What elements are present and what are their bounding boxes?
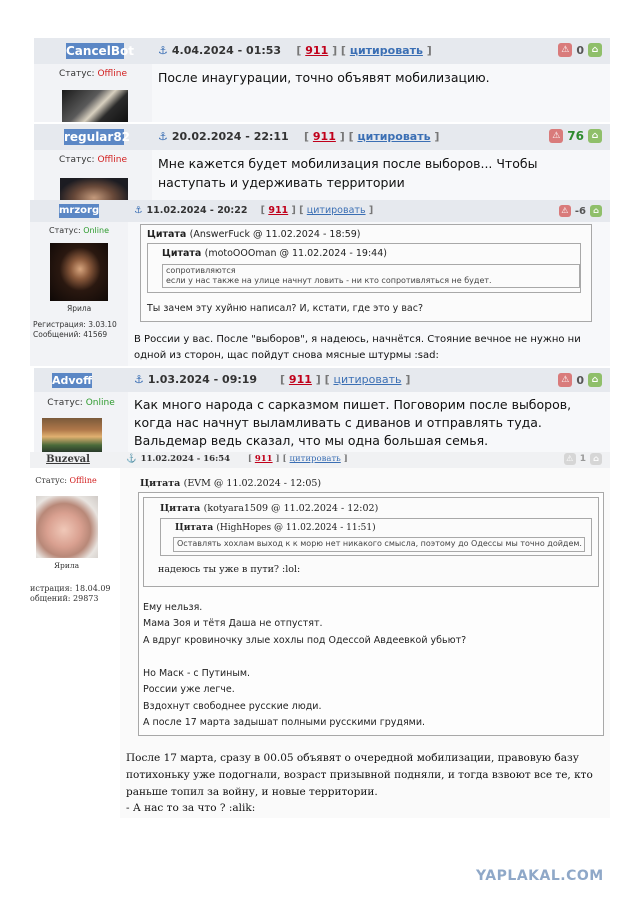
username[interactable]: Buzeval	[46, 454, 90, 465]
post-text: В России у вас. После "выборов", я надеюсь, начнётся. Стояние вечное не нужно ни одной из сторон, щас пойдут снова мясные штурмы :sad:	[134, 334, 581, 361]
post-text: После инаугурации, точно объявят мобилизацию.	[158, 70, 490, 85]
thumbs-up-icon[interactable]: ⌂	[590, 205, 602, 217]
username[interactable]: CancelBot	[66, 44, 134, 58]
quote-text-box	[173, 537, 585, 552]
avatar[interactable]	[60, 178, 128, 200]
watermark: YAPLAKAL.COM	[476, 868, 604, 884]
score: 1	[579, 454, 586, 464]
post-cancelbot	[34, 38, 610, 122]
user-status: Статус: Offline	[59, 69, 127, 79]
quote-inner	[147, 243, 581, 293]
post-number[interactable]: 911	[312, 130, 336, 143]
post-regular82	[34, 124, 610, 200]
quote-outer	[140, 224, 592, 322]
post-mrzorg	[30, 200, 610, 366]
username[interactable]: Advoff	[52, 374, 93, 387]
quote-line: Ему нельзя.	[143, 602, 203, 613]
score: 76	[567, 129, 584, 143]
cite-link[interactable]: цитировать	[289, 454, 341, 464]
cite-link[interactable]: цитировать	[306, 205, 366, 216]
post-text: Мне кажется будет мобилизация после выборов... Чтобы наступать и удерживать территории	[158, 156, 538, 191]
post-number[interactable]: 911	[268, 205, 289, 216]
user-status: Статус: Offline	[59, 155, 127, 165]
post-advoff	[34, 368, 610, 452]
thumbs-up-icon[interactable]: ⌂	[588, 43, 602, 57]
user-status: Статус: Online	[49, 226, 109, 235]
cite-link[interactable]: цитировать	[333, 373, 402, 386]
quote-line: России уже легче.	[143, 684, 235, 695]
score: -6	[574, 205, 586, 217]
quote-innermost	[162, 264, 580, 288]
thumbs-up-icon[interactable]: ⌂	[588, 373, 602, 387]
quote-text: сопротивляются	[166, 266, 236, 275]
vote-box	[549, 129, 602, 143]
vote-box	[564, 453, 602, 465]
anchor-icon[interactable]: ⚓	[126, 454, 137, 464]
thumbs-down-icon[interactable]: ⚠	[564, 453, 576, 465]
vote-box	[558, 43, 602, 57]
anchor-icon[interactable]: ⚓	[134, 373, 144, 386]
quote-text: Оставлять хохлам выход к к морю нет никакого смысла, поэтому до Одессы мы точно дойдем.	[177, 539, 582, 548]
post-buzeval	[30, 452, 610, 818]
avatar[interactable]	[42, 418, 102, 452]
post-date: ⚓ 4.04.2024 - 01:53 [ 911 ] [ цитировать ]	[158, 44, 432, 57]
post-number[interactable]: 911	[305, 44, 329, 57]
username[interactable]: regular82	[64, 130, 131, 144]
user-status: Статус: Offline	[35, 476, 97, 485]
quote-line: Но Маск - с Путиным.	[143, 668, 251, 679]
avatar-caption: Ярила	[54, 561, 80, 570]
quote-line: Мама Зоя и тётя Даша не отпустят.	[143, 618, 323, 629]
quote-text: Ты зачем эту хуйню написал? И, кстати, где это у вас?	[147, 303, 424, 314]
quote-header: Цитата (EVM @ 11.02.2024 - 12:05)	[140, 478, 322, 489]
quote-line: Вздохнут свободнее русские люди.	[143, 701, 322, 712]
quote-header: Цитата (motoOOOman @ 11.02.2024 - 19:44)	[162, 248, 387, 259]
registration-date: истрация: 18.04.09	[30, 584, 111, 593]
registration-date: Регистрация: 3.03.10	[33, 320, 117, 329]
avatar[interactable]	[50, 243, 108, 301]
quote-text: если у нас также на улице начнут ловить - ни кто сопротивляться не будет.	[166, 276, 492, 285]
anchor-icon[interactable]: ⚓	[158, 44, 168, 57]
thumbs-down-icon[interactable]: ⚠	[559, 205, 571, 217]
thumbs-down-icon[interactable]: ⚠	[549, 129, 563, 143]
avatar[interactable]	[62, 90, 128, 122]
avatar-caption: Ярила	[67, 304, 92, 313]
thumbs-up-icon[interactable]: ⌂	[588, 129, 602, 143]
post-date: ⚓ 20.02.2024 - 22:11 [ 911 ] [ цитировать ]	[158, 130, 440, 143]
post-number[interactable]: 911	[288, 373, 312, 386]
cite-link[interactable]: цитировать	[357, 130, 431, 143]
quote-text: надеюсь ты уже в пути? :lol:	[158, 564, 301, 575]
anchor-icon[interactable]: ⚓	[134, 205, 143, 216]
vote-box	[558, 373, 602, 387]
message-count: общений: 29873	[30, 594, 99, 603]
post-text-last: - А нас то за что ? :alik:	[126, 802, 256, 814]
thumbs-down-icon[interactable]: ⚠	[558, 43, 572, 57]
quote-outer	[138, 492, 604, 736]
post-number[interactable]: 911	[254, 454, 273, 464]
message-count: Сообщений: 41569	[33, 330, 108, 339]
quote-line: А вдруг кровиночку злые хохлы под Одессой Авдеевкой убьют?	[143, 635, 467, 646]
quote-line: А после 17 марта задышат полными русскими грудями.	[143, 717, 426, 728]
quote-innermost	[160, 518, 592, 556]
post-text: Как много народа с сарказмом пишет. Поговорим после выборов, когда нас начнут выламливать с диванов и отправлять туда. Вальдемар ведь сказал, что мы одна большая семья.	[134, 397, 572, 449]
post-date: ⚓ 1.03.2024 - 09:19 [ 911 ] [ цитировать ]	[134, 373, 411, 386]
quote-header: Цитата (AnswerFuck @ 11.02.2024 - 18:59)	[147, 229, 361, 240]
score: 0	[576, 43, 584, 57]
post-date: ⚓ 11.02.2024 - 16:54 [ 911 ] [ цитировать ]	[126, 454, 348, 464]
user-status: Статус: Online	[47, 398, 115, 408]
avatar[interactable]	[36, 496, 98, 558]
anchor-icon[interactable]: ⚓	[158, 130, 168, 143]
post-date: ⚓ 11.02.2024 - 20:22 [ 911 ] [ цитировать ]	[134, 205, 374, 216]
quote-inner	[143, 497, 599, 587]
thumbs-down-icon[interactable]: ⚠	[558, 373, 572, 387]
thumbs-up-icon[interactable]: ⌂	[590, 453, 602, 465]
score: 0	[576, 373, 584, 387]
post-text: После 17 марта, сразу в 00.05 объявят о очередной мобилизации, правовую базу потихоньку уже подогнали, возраст призывной подняли, и тогда взвоют все те, кто раньше топил за войну, и новые территории.	[126, 752, 593, 798]
vote-box	[559, 205, 602, 217]
username[interactable]: mrzorg	[59, 205, 100, 216]
cite-link[interactable]: цитировать	[349, 44, 423, 57]
quote-header: Цитата (kotyara1509 @ 11.02.2024 - 12:02)	[160, 503, 379, 514]
quote-header: Цитата (HighHopes @ 11.02.2024 - 11:51)	[175, 523, 376, 533]
